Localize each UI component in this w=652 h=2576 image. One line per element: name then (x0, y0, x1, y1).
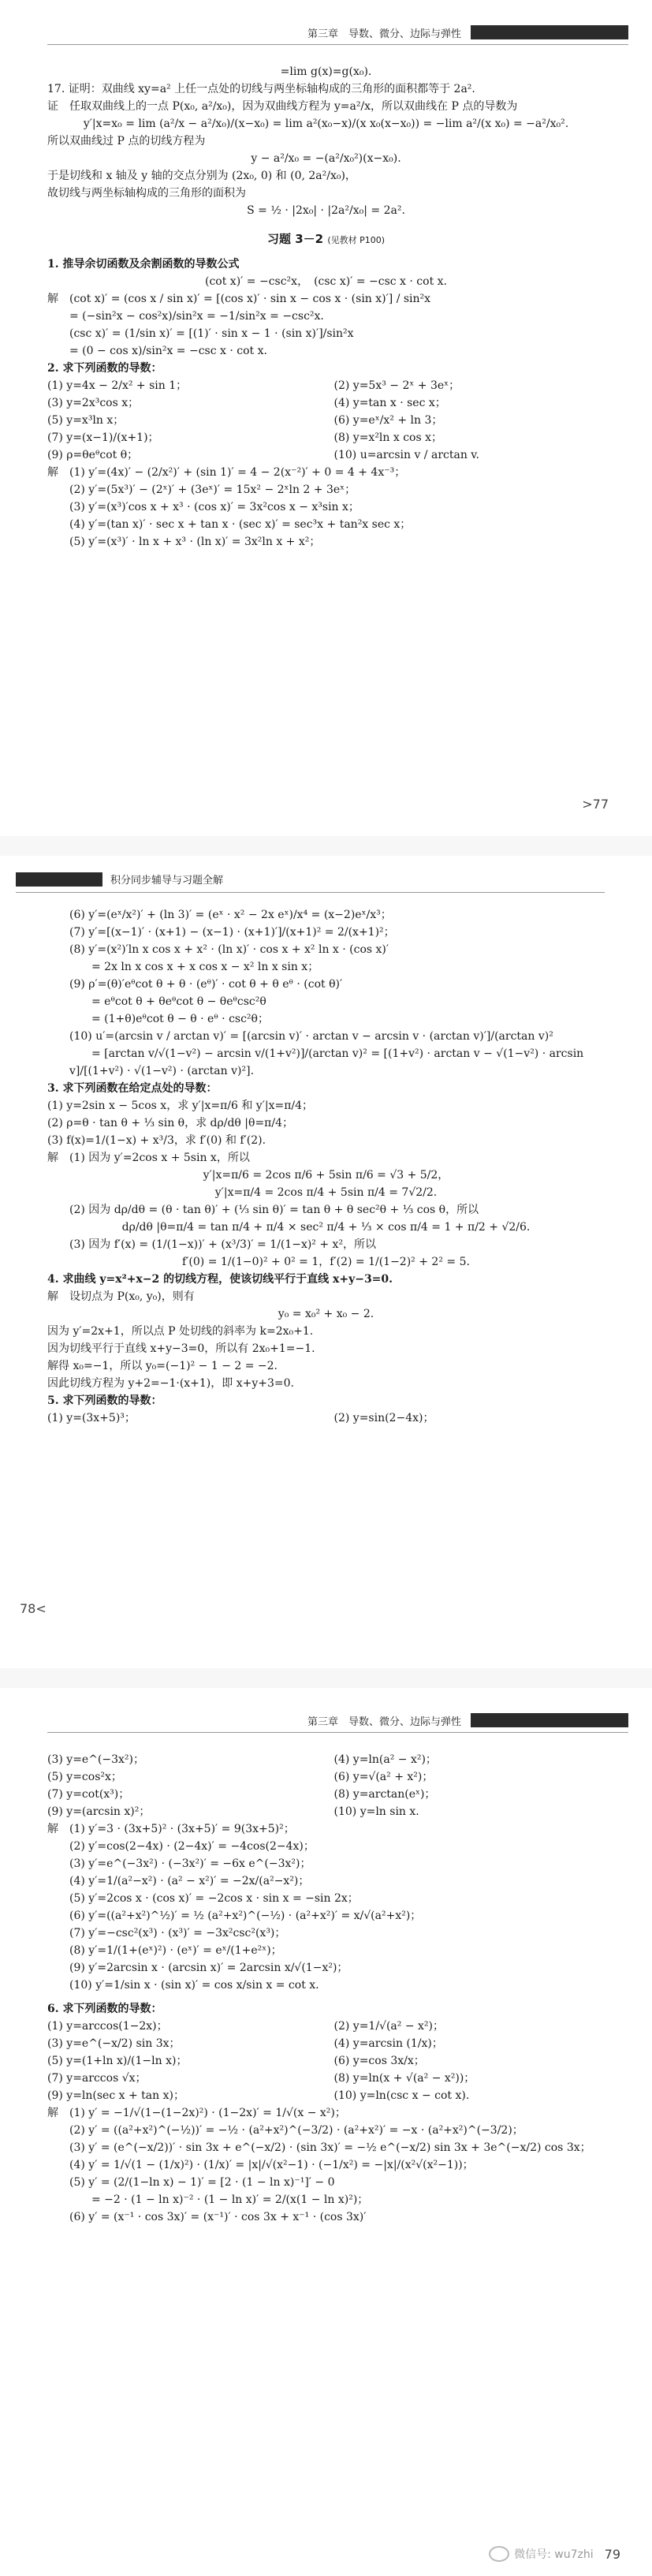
solution-line: (5) y′=(x³)′ · ln x + x³ · (ln x)′ = 3x²ln x + x²； (69, 536, 321, 548)
page-number: 79 (604, 2546, 620, 2562)
solution-line: (2) 因为 dρ/dθ = (θ · tan θ)′ + (⅓ sin θ)′ = tan θ + θ sec²θ + ⅓ cos θ，所以 (69, 1204, 479, 1216)
exercise-item: (8) y=ln(x + √(a² − x²))； (333, 2072, 475, 2085)
solution-line: (3) y′ = (e^(−x/2))′ · sin 3x + e^(−x/2) · (sin 3x)′ = −½ e^(−x/2) sin 3x + 3e^(−x/2) cos 3x； (69, 2141, 591, 2154)
exercise-item: (10) y=ln(csc x − cot x). (333, 2089, 470, 2102)
solution-line: (6) y′=(eˣ/x²)′ + (ln 3)′ = (eˣ · x² − 2x eˣ)/x⁴ = (x−2)eˣ/x³； (69, 909, 392, 921)
header-bar (471, 1713, 628, 1727)
text-line: 故切线与两坐标轴构成的三角形的面积为 (47, 187, 246, 200)
solution-line: 解 设切点为 P(x₀, y₀)，则有 (47, 1290, 195, 1303)
header-bar (471, 25, 628, 39)
solution-line: = eᶿcot θ + θeᶿcot θ − θeᶿcsc²θ (69, 995, 266, 1008)
section-title: 习题 3－2 (266, 232, 324, 246)
problem-statement: 17. 证明：双曲线 xy=a² 上任一点处的切线与两坐标轴构成的三角形的面积都等于 2a². (47, 83, 475, 95)
text-line: 于是切线和 x 轴及 y 轴的交点分别为 (2x₀, 0) 和 (0, 2a²/x₀)， (47, 170, 356, 182)
text-line: =lim g(x)=g(x₀). (280, 65, 372, 78)
exercise-item: (9) y=(arcsin x)²； (47, 1805, 151, 1818)
watermark-text: 微信号: wu7zhi (514, 2548, 594, 2561)
exercise-item: (3) f(x)=1/(1−x) + x³/3，求 f′(0) 和 f′(2). (47, 1134, 266, 1147)
solution-line: = 2x ln x cos x + x cos x − x² ln x sin x； (69, 961, 319, 973)
equation: (cot x)′ = −csc²x， (csc x)′ = −csc x · cot x. (204, 275, 447, 288)
problem-statement: 5. 求下列函数的导数： (47, 1394, 162, 1407)
solution-line: 因为切线平行于直线 x+y−3=0，所以有 2x₀+1=−1. (47, 1342, 315, 1355)
page-77 (0, 0, 652, 836)
solution-line: 因此切线方程为 y+2=−1·(x+1)，即 x+y+3=0. (47, 1377, 294, 1390)
exercise-item: (5) y=cos²x； (47, 1771, 122, 1783)
solution-line: (3) y′=e^(−3x²) · (−3x²)′ = −6x e^(−3x²)； (69, 1857, 311, 1870)
section-heading (47, 230, 605, 249)
exercise-item: (1) y=(3x+5)³； (47, 1412, 136, 1424)
exercise-item: (8) y=arctan(eˣ)； (333, 1788, 436, 1801)
text-line: 所以双曲线过 P 点的切线方程为 (47, 135, 206, 147)
exercise-item: (9) y=ln(sec x + tan x)； (47, 2089, 184, 2102)
exercise-item: (5) y=(1+ln x)/(1−ln x)； (47, 2055, 188, 2067)
page-number: >77 (582, 797, 609, 812)
problem-statement: 4. 求曲线 y=x²+x−2 的切线方程，使该切线平行于直线 x+y−3=0. (47, 1273, 393, 1286)
solution-line: (10) u′=(arcsin v / arctan v)′ = [(arcsin v)′ · arctan v − arcsin v · (arctan v)′]/(arctan v)² (69, 1030, 553, 1043)
exercise-item: (1) y=4x − 2/x² + sin 1； (47, 379, 188, 392)
solution-line: = (0 − cos x)/sin²x = −csc x · cot x. (69, 345, 267, 357)
solution-line: 因为 y′=2x+1，所以点 P 处切线的斜率为 k=2x₀+1. (47, 1325, 314, 1338)
solution-line: (8) y′=1/(1+(eˣ)²) · (eˣ)′ = eˣ/(1+e²ˣ)； (69, 1944, 282, 1957)
page-gap (0, 836, 652, 856)
page-content (47, 1751, 605, 2226)
solution-line: 解 (1) 因为 y′=2cos x + 5sin x，所以 (47, 1152, 250, 1164)
exercise-item: (10) u=arcsin v / arctan v. (333, 449, 479, 461)
solution-line: (5) y′=2cos x · (cos x)′ = −2cos x · sin x = −sin 2x； (69, 1892, 359, 1905)
page-gap (0, 1668, 652, 1688)
page-number: 78< (20, 1601, 47, 1616)
exercise-item: (4) y=ln(a² − x²)； (333, 1753, 437, 1766)
chapter-title: 第三章 导数、微分、边际与弹性 (307, 1715, 461, 1728)
exercise-list (47, 2018, 605, 2104)
header-rule (16, 892, 605, 893)
wechat-icon (489, 2546, 509, 2562)
header-rule (47, 44, 628, 45)
text-line: 证 任取双曲线上的一点 P(x₀, a²/x₀)，因为双曲线方程为 y=a²/x，所以双曲线在 P 点的导数为 (47, 100, 518, 113)
solution-line: (3) y′=(x³)′cos x + x³ · (cos x)′ = 3x²cos x − x³sin x； (69, 501, 360, 513)
solution-line: 解 (1) y′=(4x)′ − (2/x²)′ + (sin 1)′ = 4 − 2(x⁻²)′ + 0 = 4 + 4x⁻³； (47, 466, 406, 479)
solution-line: 解 (cot x)′ = (cos x / sin x)′ = [(cos x)′ · sin x − cos x · (sin x)′] / sin²x (47, 293, 431, 305)
exercise-item: (6) y=cos 3x/x； (333, 2055, 425, 2067)
equation: S = ½ · |2x₀| · |2a²/x₀| = 2a². (247, 204, 405, 217)
exercise-item: (7) y=cot(x³)； (47, 1788, 130, 1801)
equation: y′|x=π/4 = 2cos π/4 + 5sin π/4 = 7√2/2. (214, 1186, 438, 1199)
exercise-item: (6) y=√(a² + x²)； (333, 1771, 434, 1783)
solution-line: 解 (1) y′ = −1/√(1−(1−2x)²) · (1−2x)′ = 1/√(x − x²)； (47, 2107, 346, 2119)
solution-line: (6) y′ = (x⁻¹ · cos 3x)′ = (x⁻¹)′ · cos 3x + x⁻¹ · (cos 3x)′ (69, 2211, 367, 2223)
solution-line: (4) y′=(tan x)′ · sec x + tan x · (sec x)′ = sec³x + tan²x sec x； (69, 518, 412, 531)
chapter-title: 第三章 导数、微分、边际与弹性 (307, 28, 461, 40)
equation: y′|x=π/6 = 2cos π/6 + 5sin π/6 = √3 + 5/2， (203, 1169, 449, 1182)
solution-line: (6) y′=((a²+x²)^½)′ = ½ (a²+x²)^(−½) · (a²+x²)′ = x/√(a²+x²)； (69, 1910, 422, 1922)
section-reference: (见教材 P100) (327, 235, 386, 245)
equation: f′(0) = 1/(1−0)² + 0² = 1，f′(2) = 1/(1−2)² + 2² = 5. (182, 1256, 470, 1268)
solution-line: (4) y′=1/(a²−x²) · (a² − x²)′ = −2x/(a²−x²)； (69, 1875, 310, 1887)
exercise-list (47, 1409, 605, 1427)
page-header (16, 872, 223, 887)
header-bar (16, 872, 102, 887)
exercise-item: (7) y=arccos √x； (47, 2072, 147, 2085)
solution-line: (5) y′ = (2/(1−ln x) − 1)′ = [2 · (1 − ln x)⁻¹]′ − 0 (69, 2176, 335, 2189)
solution-line: (4) y′ = 1/√(1 − (1/x)²) · (1/x)′ = |x|/√(x²−1) · (−1/x²) = −|x|/(x²√(x²−1))； (69, 2159, 474, 2171)
page-content (47, 906, 605, 1427)
page-78 (0, 856, 652, 1668)
equation: y − a²/x₀ = −(a²/x₀²)(x−x₀). (251, 152, 401, 165)
exercise-item: (5) y=x³ln x； (47, 414, 125, 427)
exercise-item: (4) y=arcsin (1/x)； (333, 2037, 443, 2050)
solution-line: = [arctan v/√(1−v²) − arcsin v/(1+v²)]/(arctan v)² = [(1+v²) · arctan v − √(1−v²) · arcsin v]/[(1+v²) · √(1−v²) · (arctan v)²]. (69, 1047, 584, 1077)
solution-line: (2) y′=cos(2−4x) · (2−4x)′ = −4cos(2−4x)； (69, 1840, 315, 1853)
solution-line: (7) y′=−csc²(x³) · (x³)′ = −3x²csc²(x³)； (69, 1927, 286, 1939)
solution-line: (7) y′=[(x−1)′ · (x+1) − (x−1) · (x+1)′]/(x+1)² = 2/(x+1)²； (69, 926, 395, 939)
solution-line: = (1+θ)eᶿcot θ − θ · eᶿ · csc²θ； (69, 1013, 269, 1025)
exercise-item: (9) ρ=θeᶿcot θ； (47, 449, 139, 461)
solution-line: (8) y′=(x²)′ln x cos x + x² · (ln x)′ · cos x + x² ln x · (cos x)′ (69, 943, 389, 956)
exercise-item: (2) ρ=θ · tan θ + ⅓ sin θ，求 dρ/dθ |θ=π/4； (47, 1117, 293, 1129)
solution-line: (10) y′=1/sin x · (sin x)′ = cos x/sin x = cot x. (69, 1979, 319, 1992)
equation: y′|x=x₀ = lim (a²/x − a²/x₀)/(x−x₀) = lim a²(x₀−x)/(x x₀(x−x₀)) = −lim a²/(x x₀) = −a²/x₀². (83, 118, 569, 130)
solution-line: 解得 x₀=−1，所以 y₀=(−1)² − 1 − 2 = −2. (47, 1360, 278, 1372)
solution-line: (csc x)′ = (1/sin x)′ = [(1)′ · sin x − 1 · (sin x)′]/sin²x (69, 327, 354, 340)
solution-line: (9) y′=2arcsin x · (arcsin x)′ = 2arcsin x/√(1−x²)； (69, 1962, 348, 1974)
solution-line: (2) y′ = ((a²+x²)^(−½))′ = −½ · (a²+x²)^(−3/2) · (a²+x²)′ = −x · (a²+x²)^(−3/2)； (69, 2124, 523, 2137)
exercise-item: (8) y=x²ln x cos x； (333, 431, 443, 444)
solution-line: (2) y′=(5x³)′ − (2ˣ)′ + (3eˣ)′ = 15x² − 2ˣln 2 + 3eˣ； (69, 483, 356, 496)
equation: y₀ = x₀² + x₀ − 2. (278, 1308, 374, 1320)
header-rule (47, 1732, 628, 1733)
exercise-item: (7) y=(x−1)/(x+1)； (47, 431, 159, 444)
page-content (47, 63, 605, 551)
problem-statement: 3. 求下列函数在给定点处的导数： (47, 1082, 218, 1095)
exercise-item: (2) y=1/√(a² − x²)； (333, 2020, 444, 2033)
exercise-item: (3) y=e^(−x/2) sin 3x； (47, 2037, 181, 2050)
solution-line: (9) ρ′=(θ)′eᶿcot θ + θ · (eᶿ)′ · cot θ + θ eᶿ · (cot θ)′ (69, 978, 343, 991)
problem-statement: 2. 求下列函数的导数： (47, 362, 162, 375)
page-header (307, 22, 628, 43)
exercise-list (47, 1751, 605, 1820)
book-title: 积分同步辅导与习题全解 (110, 875, 224, 887)
solution-line: = −2 · (1 − ln x)⁻² · (1 − ln x)′ = 2/(x(1 − ln x)²)； (69, 2193, 369, 2206)
exercise-item: (4) y=tan x · sec x； (333, 397, 446, 409)
watermark (489, 2546, 620, 2562)
problem-statement: 1. 推导余切函数及余割函数的导数公式 (47, 258, 240, 271)
exercise-item: (10) y=ln sin x. (333, 1805, 419, 1818)
page-79 (0, 1688, 652, 2576)
solution-line: (3) 因为 f′(x) = (1/(1−x))′ + (x³/3)′ = 1/(1−x)² + x²，所以 (69, 1238, 377, 1251)
exercise-item: (1) y=arccos(1−2x)； (47, 2020, 168, 2033)
exercise-item: (3) y=e^(−3x²)； (47, 1753, 145, 1766)
solution-line: 解 (1) y′=3 · (3x+5)² · (3x+5)′ = 9(3x+5)²； (47, 1823, 295, 1835)
solution-line: = (−sin²x − cos²x)/sin²x = −1/sin²x = −csc²x. (69, 310, 324, 323)
exercise-item: (2) y=5x³ − 2ˣ + 3eˣ； (333, 379, 460, 392)
exercise-item: (2) y=sin(2−4x)； (333, 1412, 434, 1424)
exercise-item: (3) y=2x³cos x； (47, 397, 140, 409)
equation: dρ/dθ |θ=π/4 = tan π/4 + π/4 × sec² π/4 + ⅓ × cos π/4 = 1 + π/2 + √2/6. (121, 1221, 531, 1234)
exercise-item: (1) y=2sin x − 5cos x，求 y′|x=π/6 和 y′|x=π/4； (47, 1099, 314, 1112)
exercise-list (47, 377, 605, 464)
page-header (307, 1710, 628, 1730)
exercise-item: (6) y=eˣ/x² + ln 3； (333, 414, 443, 427)
problem-statement: 6. 求下列函数的导数： (47, 2003, 162, 2015)
